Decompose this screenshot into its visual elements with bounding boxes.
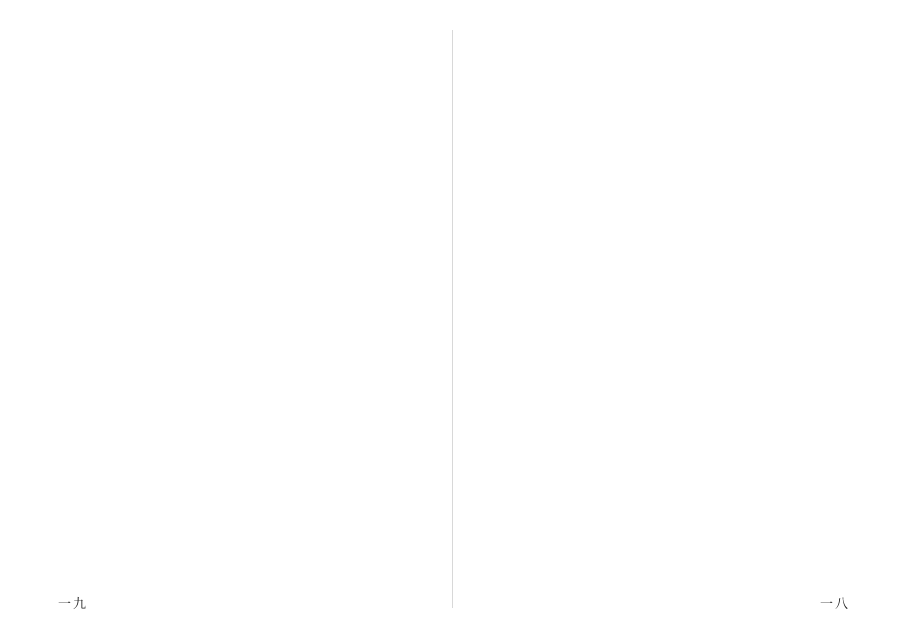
- right-page-column-6: [748, 24, 768, 584]
- right-page-column-5: [768, 24, 788, 584]
- right-page-column-10: [664, 24, 688, 584]
- right-page-number: 一八: [819, 597, 850, 612]
- right-page-column-8: [708, 24, 728, 584]
- left-page-column-7: [300, 24, 320, 584]
- right-page-column-12: [624, 24, 644, 584]
- right-page: [468, 24, 868, 614]
- right-page-column-19: [484, 24, 504, 584]
- right-page-column-16: [544, 24, 564, 584]
- left-page-column-9: [256, 24, 280, 584]
- left-page-column-13: [176, 24, 196, 584]
- right-page-column-3: [808, 24, 828, 584]
- left-page-column-2: [400, 24, 420, 584]
- left-page-column-1: [420, 24, 440, 584]
- left-page-column-6: [320, 24, 340, 584]
- left-page-column-3: [380, 24, 400, 584]
- left-page-column-12: [196, 24, 216, 584]
- right-page-column-7: [728, 24, 748, 584]
- right-page-column-15: [564, 24, 584, 584]
- left-page-column-16: [112, 24, 132, 584]
- right-page-text-columns: [468, 24, 868, 584]
- right-page-column-4: [788, 24, 808, 584]
- left-page-number: 一九: [58, 597, 89, 612]
- left-page-column-14: [156, 24, 176, 584]
- right-page-column-14: [584, 24, 604, 584]
- right-page-column-2: [828, 24, 848, 584]
- left-page-column-15: [132, 24, 156, 584]
- right-page-column-11: [644, 24, 664, 584]
- left-page-column-5: [340, 24, 360, 584]
- left-page-column-4: [360, 24, 380, 584]
- left-page-column-11: [216, 24, 236, 584]
- right-page-column-17: [524, 24, 544, 584]
- left-page-column-10: [236, 24, 256, 584]
- right-page-column-18: [504, 24, 524, 584]
- right-page-column-9: [688, 24, 708, 584]
- left-page-text-columns: [92, 24, 440, 584]
- right-page-column-13: [604, 24, 624, 584]
- page-gutter: [452, 30, 453, 608]
- right-page-column-20: [468, 24, 484, 584]
- left-page: [40, 24, 440, 614]
- left-page-column-17: [92, 24, 112, 584]
- left-page-column-8: [280, 24, 300, 584]
- right-page-column-1: [848, 24, 868, 584]
